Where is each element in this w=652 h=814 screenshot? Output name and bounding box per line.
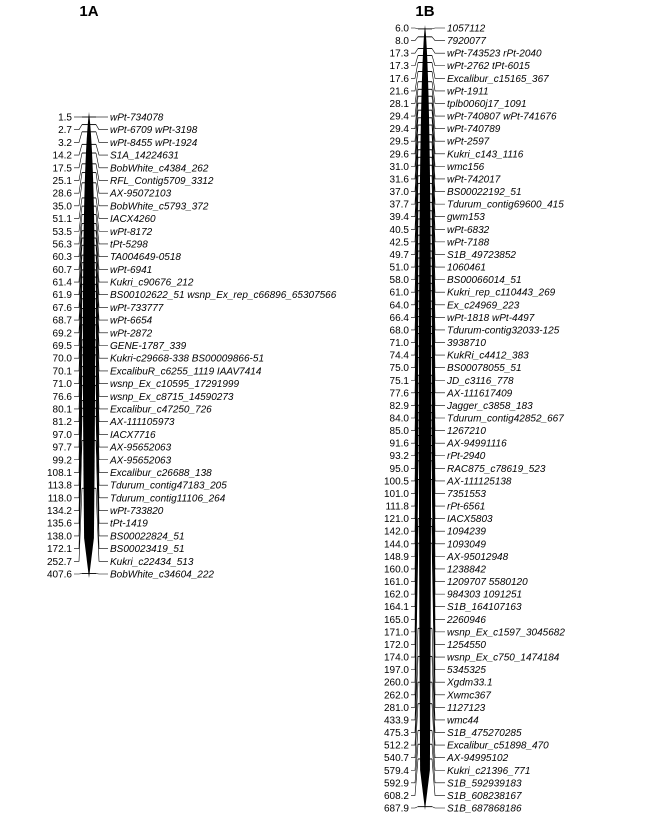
marker-name: S1B_164107163	[447, 602, 522, 614]
marker-name: Kukri_c143_1116	[447, 149, 524, 161]
marker-name: wPt-6941	[110, 264, 153, 276]
marker-name: AX-95012948	[447, 551, 509, 563]
marker-connector	[432, 37, 445, 41]
marker-name: wPt-733777	[110, 302, 164, 314]
position-connector	[411, 28, 418, 29]
marker-name: 1060461	[447, 262, 486, 274]
locus-position: 95.0	[389, 463, 409, 475]
locus-position: 197.0	[383, 665, 409, 677]
marker-connector	[432, 28, 445, 29]
locus-position: 162.0	[383, 589, 409, 601]
marker-name: AX-111617409	[447, 388, 513, 400]
marker-name: Xwmc367	[447, 690, 491, 702]
locus-position: 121.0	[383, 514, 409, 526]
position-connector	[411, 37, 418, 41]
locus-position: 76.6	[52, 391, 72, 403]
locus-position: 71.0	[389, 338, 409, 350]
locus-position: 29.6	[389, 149, 409, 161]
marker-name: AX-94991116	[447, 438, 507, 450]
position-connector	[411, 49, 418, 54]
marker-name: AX-94995102	[447, 753, 509, 765]
locus-position: 68.7	[52, 315, 72, 327]
locus-position: 37.7	[389, 199, 409, 211]
locus-position: 85.0	[389, 426, 409, 438]
marker-name: BobWhite_c4384_262	[110, 163, 209, 175]
locus-position: 56.3	[52, 239, 72, 251]
chromosome-1a	[47, 3, 337, 581]
locus-position: 512.2	[383, 740, 409, 752]
marker-name: wPt-7188	[447, 237, 490, 249]
locus-position: 579.4	[383, 765, 409, 777]
marker-name: rPt-6561	[447, 501, 486, 513]
marker-name: wPt-740807 wPt-741676	[447, 111, 557, 123]
marker-connector	[96, 198, 108, 219]
locus-position: 21.6	[389, 86, 409, 98]
locus-position: 111.8	[385, 501, 409, 513]
position-connector	[411, 55, 418, 65]
marker-name: Excalibur_c47250_726	[110, 404, 212, 416]
locus-position: 148.9	[383, 551, 409, 563]
marker-name: Kukri_c22434_513	[110, 556, 194, 568]
marker-name: rPt-2940	[447, 451, 486, 463]
marker-name: S1B_49723852	[447, 249, 516, 261]
locus-position: 74.4	[389, 350, 409, 362]
marker-name: Jagger_c3858_183	[447, 400, 533, 412]
locus-position: 17.6	[389, 73, 409, 85]
locus-position: 540.7	[383, 753, 409, 765]
position-connector	[74, 132, 82, 143]
locus-position: 29.5	[389, 136, 409, 148]
locus-position: 687.9	[383, 803, 409, 814]
locus-position: 172.0	[383, 639, 409, 651]
marker-name: Excalibur_c51898_470	[447, 740, 549, 752]
locus-position: 172.1	[46, 544, 72, 556]
locus-position: 138.0	[46, 531, 72, 543]
locus-position: 29.4	[389, 124, 409, 136]
marker-name: wPt-6832	[447, 224, 490, 236]
marker-connector	[432, 63, 445, 79]
locus-position: 6.0	[395, 23, 409, 35]
chromosome-body	[419, 25, 431, 810]
position-connector	[411, 744, 418, 783]
marker-name: wPt-734078	[110, 112, 164, 124]
marker-name: S1B_608238167	[447, 790, 522, 802]
locus-position: 61.4	[52, 277, 72, 289]
marker-name: 7351553	[447, 488, 486, 500]
position-connector	[74, 125, 82, 130]
marker-name: 1254550	[447, 639, 486, 651]
marker-name: wsnp_Ex_c10595_17291999	[110, 379, 239, 391]
locus-position: 25.1	[52, 175, 72, 187]
locus-position: 69.2	[52, 328, 72, 340]
marker-name: 984303 1091251	[447, 589, 523, 601]
marker-name: KukRi_c4412_383	[447, 350, 529, 362]
locus-position: 37.0	[389, 187, 409, 199]
marker-name: Tdurum_contig69600_415	[447, 199, 564, 211]
marker-name: wPt-6654	[110, 315, 153, 327]
marker-name: S1A_14224631	[110, 150, 179, 162]
marker-connector	[96, 125, 108, 130]
chromosome-1b	[384, 3, 565, 814]
locus-position: 2.7	[58, 125, 72, 137]
marker-name: wmc156	[447, 161, 485, 173]
locus-position: 31.6	[389, 174, 409, 186]
marker-name: Excalibur_c26688_138	[110, 467, 212, 479]
position-connector	[74, 144, 82, 155]
marker-name: BS00022824_51	[110, 531, 185, 543]
locus-position: 144.0	[383, 539, 409, 551]
marker-connector	[432, 744, 445, 783]
locus-position: 53.5	[52, 226, 72, 238]
marker-name: wsnp_Ex_c1597_3045682	[447, 627, 565, 639]
marker-name: RAC875_c78619_523	[447, 463, 546, 475]
position-connector	[411, 730, 418, 770]
marker-name: AX-95652063	[110, 455, 172, 467]
locus-position: 67.6	[52, 302, 72, 314]
locus-position: 8.0	[395, 36, 409, 48]
marker-name: BobWhite_c34604_222	[110, 569, 214, 581]
marker-name: wPt-1818 wPt-4497	[447, 312, 535, 324]
locus-position: 58.0	[389, 275, 409, 287]
locus-position: 101.0	[383, 488, 409, 500]
locus-position: 93.2	[389, 451, 409, 463]
position-connector	[411, 682, 418, 745]
locus-position: 171.0	[383, 627, 409, 639]
locus-position: 29.4	[389, 111, 409, 123]
marker-name: 1057112	[447, 23, 486, 35]
marker-connector	[96, 132, 108, 143]
marker-name: wPt-733820	[110, 506, 164, 518]
chromosome-1a-title: 1A	[79, 3, 99, 20]
locus-position: 135.6	[46, 518, 72, 530]
locus-position: 118.0	[47, 493, 72, 505]
locus-position: 68.0	[389, 325, 409, 337]
locus-position: 61.9	[52, 290, 72, 302]
locus-position: 69.5	[52, 341, 72, 352]
locus-position: 160.0	[383, 564, 409, 576]
locus-position: 70.1	[52, 366, 72, 378]
locus-position: 70.0	[52, 353, 72, 365]
chromosome-body	[83, 112, 95, 578]
locus-position: 75.1	[389, 375, 409, 387]
marker-name: 1209707 5580120	[447, 577, 528, 589]
locus-position: 433.9	[383, 715, 409, 727]
locus-position: 51.0	[389, 262, 409, 274]
chromosome-1b-title: 1B	[415, 3, 435, 20]
marker-name: 1093049	[447, 539, 486, 551]
locus-position: 164.1	[383, 602, 409, 614]
marker-connector	[432, 89, 445, 116]
marker-name: 2260946	[447, 614, 486, 626]
marker-name: BS00023419_51	[110, 544, 185, 556]
locus-position: 66.4	[389, 312, 409, 324]
locus-position: 61.0	[389, 287, 409, 299]
marker-name: tplb0060j17_1091	[447, 98, 527, 110]
marker-name: BS00078055_51	[447, 363, 522, 375]
marker-name: wPt-743523 rPt-2040	[447, 48, 542, 60]
marker-name: tPt-1419	[110, 518, 148, 530]
locus-position: 281.0	[383, 702, 409, 714]
locus-position: 134.2	[46, 506, 72, 518]
marker-name: Tdurum-contig32033-125	[447, 325, 560, 337]
marker-name: Kukri_c21396_771	[447, 765, 531, 777]
position-connector	[74, 488, 82, 561]
locus-position: 42.5	[389, 237, 409, 249]
locus-position: 82.9	[389, 400, 409, 412]
locus-position: 71.0	[52, 379, 72, 391]
marker-name: BS00022192_51	[447, 187, 522, 199]
marker-name: AX-95652063	[110, 442, 172, 454]
locus-position: 75.0	[389, 363, 409, 375]
marker-name: wPt-2762 tPt-6015	[447, 61, 530, 73]
marker-name: wPt-740789	[447, 124, 501, 136]
locus-position: 17.5	[52, 163, 72, 175]
marker-connector	[432, 807, 445, 808]
marker-name: Kukri_c90676_212	[110, 277, 194, 289]
locus-position: 97.7	[52, 442, 72, 454]
locus-position: 142.0	[383, 526, 409, 538]
marker-connector	[432, 49, 445, 54]
locus-position: 28.1	[389, 98, 409, 110]
locus-position: 262.0	[383, 690, 409, 702]
marker-name: S1B_592939183	[447, 778, 522, 790]
marker-name: TA004649-0518	[110, 252, 181, 264]
marker-connector	[96, 144, 108, 155]
marker-name: AX-95072103	[110, 188, 172, 200]
marker-name: wPt-6709 wPt-3198	[110, 125, 198, 137]
marker-name: BS00102622_51 wsnp_Ex_rep_c66896_65307566	[110, 290, 337, 302]
marker-name: Tdurum_contig11106_264	[110, 493, 226, 505]
marker-name: Tdurum_contig42852_667	[447, 413, 564, 425]
locus-position: 608.2	[383, 790, 409, 802]
marker-name: RFL_Contig5709_3312	[110, 175, 214, 187]
marker-connector	[96, 173, 108, 194]
locus-position: 113.8	[47, 480, 72, 492]
marker-name: AX-111125138	[447, 476, 512, 488]
position-connector	[74, 164, 82, 181]
marker-name: 3938710	[447, 338, 486, 350]
locus-position: 17.3	[389, 48, 409, 60]
locus-position: 97.0	[52, 429, 72, 441]
locus-position: 40.5	[389, 224, 409, 236]
marker-name: S1B_687868186	[447, 803, 522, 814]
locus-position: 28.6	[52, 188, 72, 200]
locus-position: 407.6	[46, 569, 72, 581]
locus-position: 17.3	[389, 61, 409, 73]
locus-position: 592.9	[383, 778, 409, 790]
locus-position: 81.2	[52, 417, 72, 429]
marker-name: Tdurum_contig47183_205	[110, 480, 227, 492]
marker-name: wPt-1911	[447, 86, 489, 98]
marker-name: Kukri-c29668-338 BS00009866-51	[110, 353, 264, 365]
marker-name: Xgdm33.1	[447, 677, 493, 689]
locus-position: 77.6	[389, 388, 409, 400]
marker-name: GENE-1787_339	[110, 341, 187, 352]
marker-name: BS00066014_51	[447, 275, 522, 287]
locus-position: 60.7	[52, 264, 72, 276]
marker-name: IACX5803	[447, 514, 493, 526]
locus-position: 100.5	[383, 476, 409, 488]
marker-name: 1238842	[447, 564, 486, 576]
locus-position: 174.0	[383, 652, 409, 664]
marker-name: Kukri_rep_c110443_269	[447, 287, 556, 299]
locus-position: 99.2	[52, 455, 72, 467]
locus-position: 91.6	[389, 438, 409, 450]
position-connector	[411, 63, 418, 79]
position-connector	[411, 704, 418, 758]
locus-position: 161.0	[383, 577, 409, 589]
locus-position: 60.3	[52, 252, 72, 264]
marker-name: JD_c3116_778	[447, 375, 514, 387]
locus-position: 14.2	[52, 150, 72, 162]
marker-name: 1267210	[447, 426, 486, 438]
position-connector	[411, 89, 418, 116]
position-connector	[74, 183, 82, 206]
marker-name: IACX7716	[110, 429, 156, 441]
marker-name: wmc44	[447, 715, 479, 727]
locus-position: 475.3	[383, 728, 409, 740]
locus-position: 260.0	[383, 677, 409, 689]
locus-position: 39.4	[389, 212, 409, 224]
marker-name: wsnp_Ex_c8715_14590273	[110, 391, 234, 403]
marker-name: tPt-5298	[110, 239, 148, 251]
locus-position: 3.2	[58, 137, 72, 149]
marker-name: 1127123	[447, 702, 486, 714]
marker-name: wPt-2872	[110, 328, 153, 340]
marker-name: wPt-8455 wPt-1924	[110, 137, 198, 149]
locus-position: 1.5	[58, 112, 72, 124]
marker-name: AX-111105973	[110, 417, 175, 429]
locus-position: 108.1	[46, 467, 72, 479]
locus-position: 31.0	[389, 161, 409, 173]
locus-position: 49.7	[389, 249, 409, 261]
marker-connector	[432, 759, 445, 795]
position-connector	[411, 807, 418, 808]
locus-position: 252.7	[46, 556, 72, 568]
marker-connector	[96, 164, 108, 181]
locus-position: 84.0	[389, 413, 409, 425]
marker-name: ExcalibuR_c6255_1119 IAAV7414	[110, 366, 262, 378]
marker-name: 1094239	[447, 526, 486, 538]
marker-name: IACX4260	[110, 214, 156, 226]
marker-name: wPt-742017	[447, 174, 501, 186]
marker-name: BobWhite_c5793_372	[110, 201, 209, 213]
marker-connector	[432, 96, 445, 128]
marker-name: wsnp_Ex_c750_1474184	[447, 652, 560, 664]
locus-position: 165.0	[383, 614, 409, 626]
marker-name: Ex_c24969_223	[447, 300, 520, 312]
marker-name: wPt-2597	[447, 136, 490, 148]
position-connector	[411, 759, 418, 795]
marker-connector	[432, 55, 445, 65]
marker-name: Excalibur_c15165_367	[447, 73, 549, 85]
marker-name: gwm153	[447, 212, 485, 224]
marker-name: wPt-8172	[110, 226, 153, 238]
marker-name: 5345325	[447, 665, 486, 677]
locus-position: 80.1	[52, 404, 72, 416]
locus-position: 35.0	[52, 201, 72, 213]
locus-position: 64.0	[389, 300, 409, 312]
marker-name: 7920077	[447, 36, 486, 48]
locus-position: 51.1	[52, 214, 72, 226]
marker-name: S1B_475270285	[447, 728, 522, 740]
